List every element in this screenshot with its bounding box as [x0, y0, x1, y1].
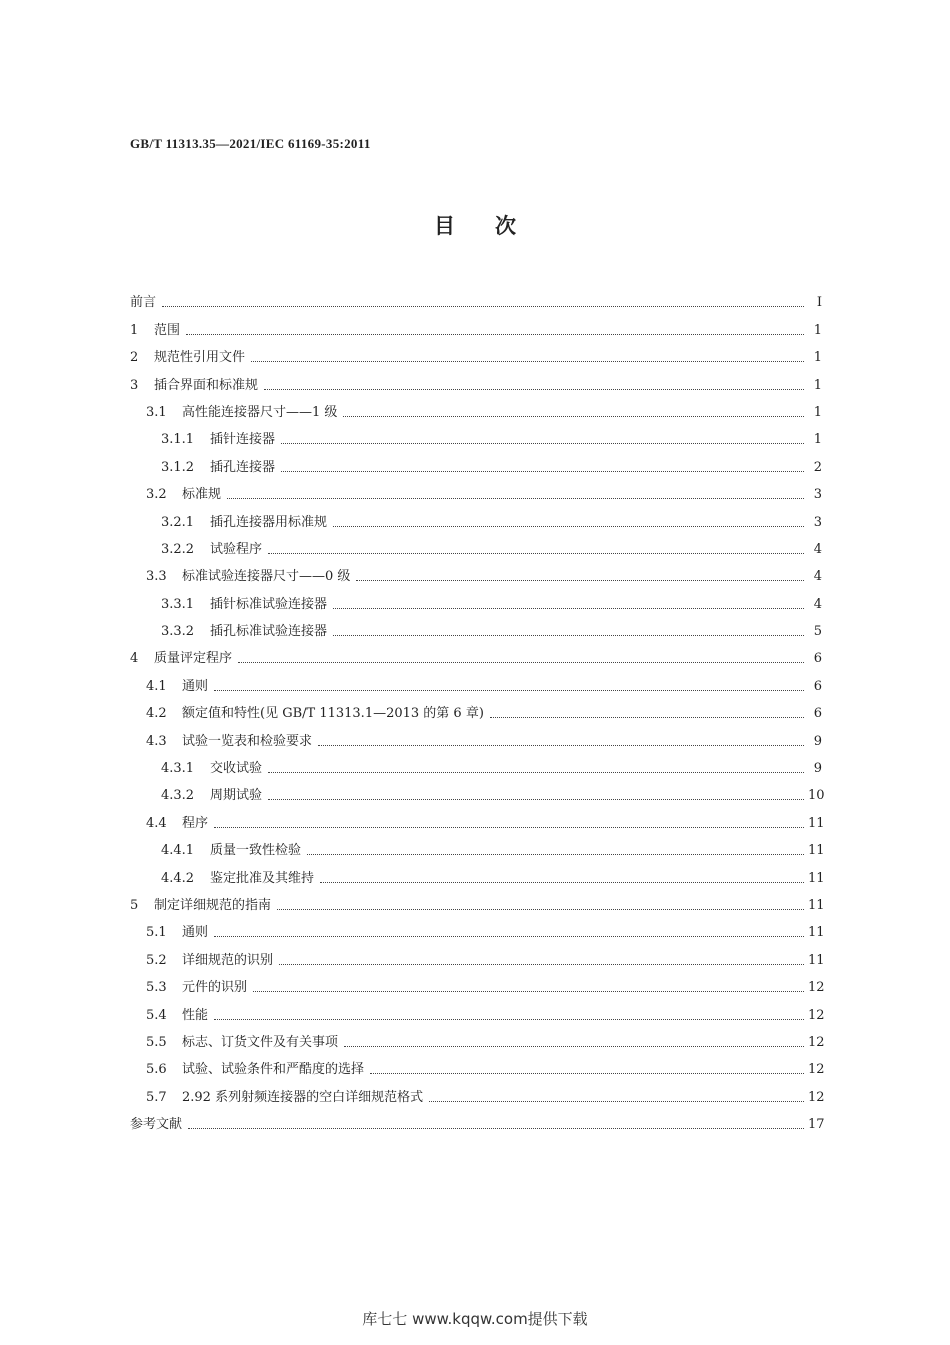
toc-entry[interactable] — [130, 887, 825, 914]
toc-entry[interactable] — [130, 1024, 825, 1051]
dot-leader — [253, 991, 804, 992]
toc-entry-number: 5.6 — [146, 1062, 167, 1078]
toc-entry-number: 3.3.2 — [161, 624, 195, 640]
page-title: 目次 — [434, 214, 556, 238]
document-code: GB/T 11313.35—2021/IEC 61169-35:2011 — [130, 136, 371, 151]
dot-leader — [214, 690, 804, 691]
toc-entry-page: 3 — [813, 514, 822, 530]
toc-entry-page: 2 — [813, 459, 822, 475]
toc-entry-number: 4 — [130, 651, 139, 667]
dot-leader — [268, 799, 804, 800]
toc-entry-title: 插孔连接器 — [210, 459, 276, 475]
dot-leader — [333, 526, 804, 527]
toc-entry-page: 12 — [808, 1089, 825, 1105]
toc-entry-page: 12 — [808, 980, 825, 996]
toc-entry[interactable] — [130, 914, 825, 941]
toc-entry-number: 4.3.2 — [161, 788, 195, 804]
toc-entry-title: 标准试验连接器尺寸——0 级 — [182, 569, 351, 585]
dot-leader — [227, 498, 804, 499]
toc-entry[interactable] — [130, 394, 822, 421]
toc-entry-title: 通则 — [182, 925, 209, 941]
table-of-contents — [130, 284, 825, 1133]
toc-entry-page: 6 — [813, 706, 822, 722]
toc-entry-title: 质量评定程序 — [154, 651, 233, 667]
toc-entry-page: 3 — [813, 487, 822, 503]
toc-entry-page: I — [816, 295, 822, 311]
toc-entry-number: 4.2 — [146, 706, 167, 722]
toc-entry-number: 1 — [130, 322, 139, 338]
dot-leader — [343, 416, 804, 417]
toc-entry[interactable] — [130, 613, 822, 640]
dot-leader — [281, 471, 804, 472]
toc-entry-page: 17 — [808, 1117, 825, 1133]
dot-leader — [188, 1128, 804, 1129]
dot-leader — [307, 854, 804, 855]
toc-entry-number: 3.3.1 — [161, 596, 195, 612]
toc-entry-page: 1 — [813, 432, 822, 448]
toc-entry[interactable] — [130, 585, 822, 612]
toc-entry[interactable] — [130, 859, 825, 886]
toc-entry-title: 周期试验 — [210, 788, 263, 804]
toc-entry-page: 6 — [813, 651, 822, 667]
toc-entry[interactable] — [130, 667, 822, 694]
toc-entry-page: 11 — [808, 843, 825, 859]
toc-entry[interactable] — [130, 1078, 825, 1105]
toc-entry-title: 试验程序 — [210, 541, 263, 557]
toc-entry[interactable] — [130, 832, 825, 859]
toc-entry-number: 4.3 — [146, 733, 167, 749]
toc-entry-title: 标准规 — [182, 487, 222, 503]
toc-entry-title: 插孔标准试验连接器 — [210, 624, 328, 640]
dot-leader — [370, 1073, 804, 1074]
dot-leader — [490, 717, 804, 718]
toc-entry[interactable] — [130, 969, 825, 996]
toc-entry[interactable] — [130, 750, 822, 777]
dot-leader — [214, 936, 804, 937]
toc-entry-page: 5 — [813, 624, 822, 640]
toc-entry-number: 2 — [130, 350, 139, 366]
dot-leader — [162, 306, 804, 307]
toc-entry-page: 12 — [808, 1062, 825, 1078]
dot-leader — [268, 772, 804, 773]
toc-entry-title: 插孔连接器用标准规 — [210, 514, 328, 530]
toc-entry-title: 高性能连接器尺寸——1 级 — [182, 404, 338, 420]
toc-entry-number: 5.4 — [146, 1007, 167, 1023]
toc-entry-number: 5.3 — [146, 980, 167, 996]
toc-entry-number: 4.4.1 — [161, 843, 195, 859]
toc-entry-number: 3.1.1 — [161, 432, 195, 448]
toc-entry-title: 前言 — [130, 295, 157, 311]
dot-leader — [356, 580, 804, 581]
dot-leader — [281, 443, 804, 444]
dot-leader — [333, 608, 804, 609]
toc-entry-title: 鉴定批准及其维持 — [210, 870, 315, 886]
toc-entry-title: 额定值和特性(见 GB/T 11313.1—2013 的第 6 章) — [182, 706, 484, 722]
toc-entry[interactable] — [130, 1106, 825, 1133]
toc-entry-number: 4.1 — [146, 678, 167, 694]
toc-entry-title: 插合界面和标准规 — [154, 377, 259, 393]
toc-entry-title: 2.92 系列射频连接器的空白详细规范格式 — [182, 1089, 424, 1105]
dot-leader — [344, 1046, 804, 1047]
toc-entry-title: 通则 — [182, 678, 209, 694]
toc-entry-page: 1 — [813, 377, 822, 393]
toc-entry-number: 3.1.2 — [161, 459, 195, 475]
toc-entry-page: 11 — [808, 925, 825, 941]
toc-entry[interactable] — [130, 941, 825, 968]
toc-entry-page: 6 — [813, 678, 822, 694]
toc-entry[interactable] — [130, 366, 822, 393]
toc-entry-number: 3.1 — [146, 404, 167, 420]
toc-entry-page: 4 — [813, 569, 822, 585]
toc-entry-title: 试验一览表和检验要求 — [182, 733, 313, 749]
dot-leader — [268, 553, 804, 554]
toc-entry-page: 10 — [808, 788, 825, 804]
toc-entry[interactable] — [130, 284, 822, 311]
toc-entry-title: 程序 — [182, 815, 209, 831]
toc-entry[interactable] — [130, 695, 822, 722]
toc-entry-number: 3.3 — [146, 569, 167, 585]
toc-entry-title: 参考文献 — [130, 1117, 183, 1133]
toc-entry[interactable] — [130, 531, 822, 558]
toc-entry-title: 交收试验 — [210, 761, 263, 777]
toc-entry-title: 范围 — [154, 322, 181, 338]
dot-leader — [333, 635, 804, 636]
toc-entry-number: 3 — [130, 377, 139, 393]
toc-entry-title: 详细规范的识别 — [182, 952, 274, 968]
toc-entry[interactable] — [130, 804, 825, 831]
toc-entry-page: 9 — [813, 761, 822, 777]
dot-leader — [251, 361, 804, 362]
toc-entry[interactable] — [130, 421, 822, 448]
toc-entry[interactable] — [130, 1051, 825, 1078]
toc-entry-title: 插针连接器 — [210, 432, 276, 448]
download-footer: 库七七 www.kqqw.com提供下载 — [362, 1310, 588, 1328]
toc-entry-page: 11 — [808, 815, 825, 831]
toc-entry-page: 1 — [813, 350, 822, 366]
toc-entry-page: 12 — [808, 1007, 825, 1023]
toc-entry[interactable] — [130, 996, 825, 1023]
dot-leader — [320, 882, 804, 883]
toc-entry-page: 1 — [813, 404, 822, 420]
toc-entry[interactable] — [130, 476, 822, 503]
dot-leader — [186, 334, 804, 335]
toc-entry-title: 元件的识别 — [182, 980, 248, 996]
toc-entry-number: 5.2 — [146, 952, 167, 968]
toc-entry-number: 4.4.2 — [161, 870, 195, 886]
toc-entry[interactable] — [130, 558, 822, 585]
toc-entry-number: 5.1 — [146, 925, 167, 941]
toc-entry-number: 3.2.1 — [161, 514, 195, 530]
toc-entry-number: 5.7 — [146, 1089, 167, 1105]
toc-entry-page: 11 — [808, 952, 825, 968]
toc-entry-page: 9 — [813, 733, 822, 749]
toc-entry-number: 5.5 — [146, 1034, 167, 1050]
toc-entry-number: 4.3.1 — [161, 761, 195, 777]
toc-entry-page: 11 — [808, 897, 825, 913]
toc-entry-number: 3.2.2 — [161, 541, 195, 557]
toc-entry[interactable] — [130, 448, 822, 475]
toc-entry-page: 4 — [813, 596, 822, 612]
toc-entry-title: 质量一致性检验 — [210, 843, 302, 859]
toc-entry-title: 标志、订货文件及有关事项 — [182, 1034, 339, 1050]
toc-entry[interactable] — [130, 503, 822, 530]
toc-entry[interactable] — [130, 722, 822, 749]
toc-entry-page: 1 — [813, 322, 822, 338]
dot-leader — [214, 827, 804, 828]
toc-entry-number: 4.4 — [146, 815, 167, 831]
toc-entry-title: 性能 — [182, 1007, 209, 1023]
toc-entry[interactable] — [130, 777, 825, 804]
toc-entry-title: 规范性引用文件 — [154, 350, 246, 366]
toc-entry[interactable] — [130, 640, 822, 667]
toc-entry-page: 12 — [808, 1034, 825, 1050]
dot-leader — [238, 662, 804, 663]
dot-leader — [429, 1101, 804, 1102]
toc-entry-title: 试验、试验条件和严酷度的选择 — [182, 1062, 365, 1078]
toc-entry-number: 5 — [130, 897, 139, 913]
toc-entry-title: 制定详细规范的指南 — [154, 897, 272, 913]
dot-leader — [318, 745, 804, 746]
toc-entry-page: 4 — [813, 541, 822, 557]
toc-entry[interactable] — [130, 339, 822, 366]
toc-entry[interactable] — [130, 311, 822, 338]
dot-leader — [264, 389, 804, 390]
toc-entry-page: 11 — [808, 870, 825, 886]
dot-leader — [279, 964, 804, 965]
toc-entry-title: 插针标准试验连接器 — [210, 596, 328, 612]
toc-entry-number: 3.2 — [146, 487, 167, 503]
dot-leader — [214, 1019, 804, 1020]
dot-leader — [277, 909, 804, 910]
